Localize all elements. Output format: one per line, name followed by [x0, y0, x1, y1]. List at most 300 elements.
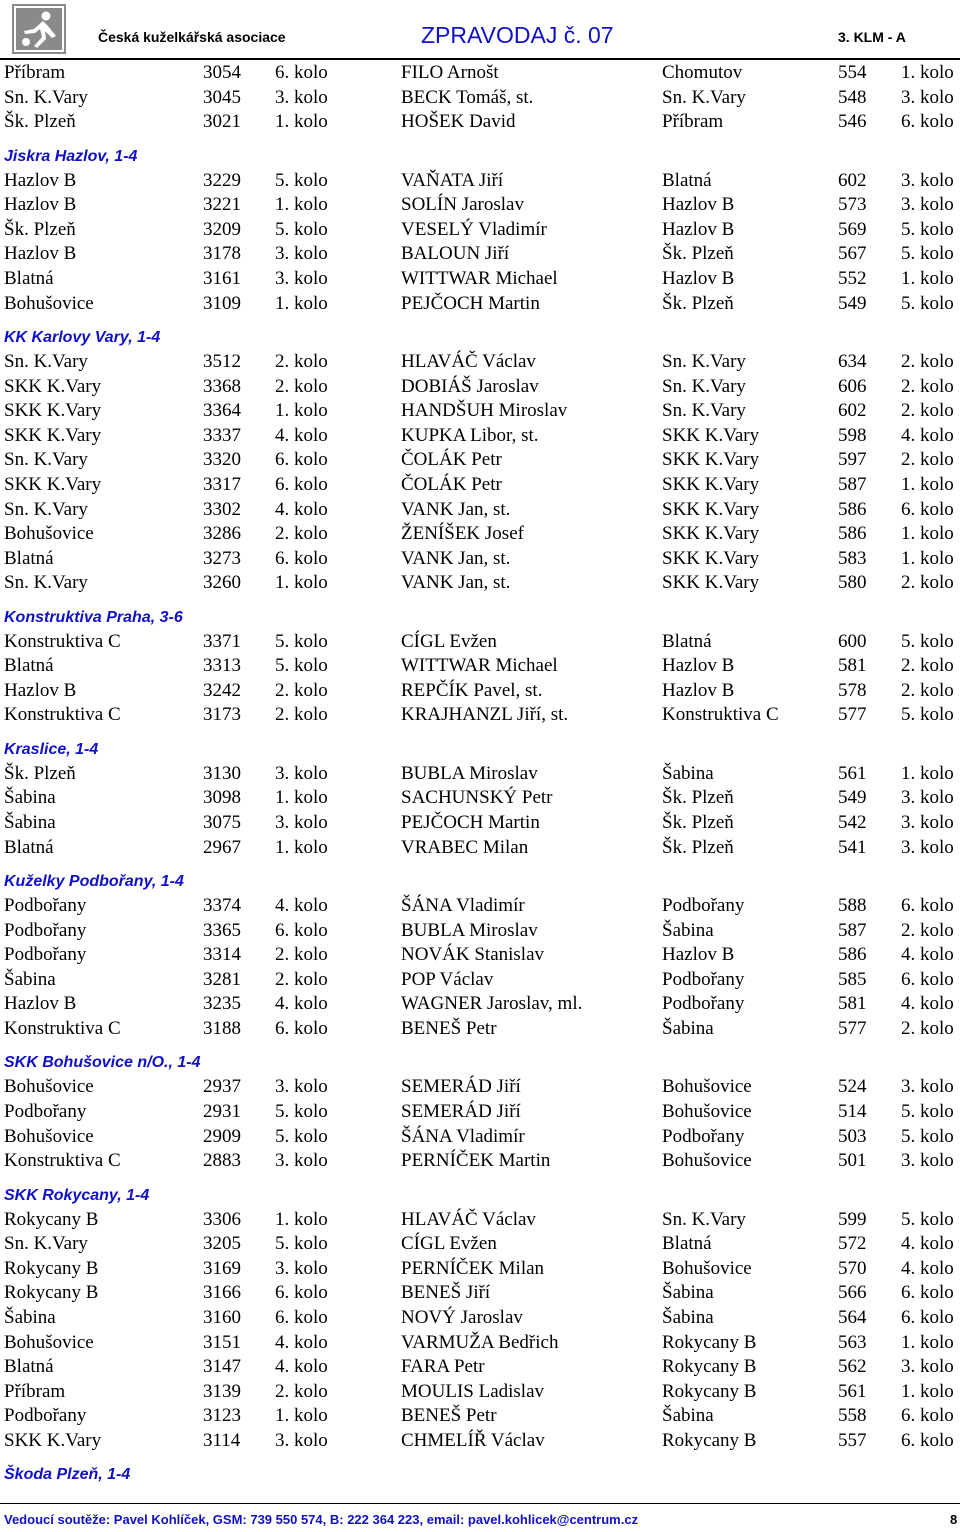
player-round: 1. kolo: [901, 1331, 954, 1353]
header-divider: [0, 58, 960, 60]
player-round: 3. kolo: [901, 1150, 954, 1172]
team-name: Blatná: [4, 1356, 54, 1378]
player-score: 563: [838, 1331, 867, 1353]
team-total: 3139: [203, 1380, 241, 1402]
player-club: Šk. Plzeň: [662, 812, 734, 834]
player-name: VRABEC Milan: [401, 836, 529, 858]
player-round: 2. kolo: [901, 679, 954, 701]
team-name: Blatná: [4, 267, 54, 289]
player-score: 501: [838, 1150, 867, 1172]
player-name: PERNÍČEK Milan: [401, 1257, 545, 1279]
player-round: 2. kolo: [901, 1017, 954, 1039]
player-name: FILO Arnošt: [401, 62, 499, 83]
player-club: Sn. K.Vary: [662, 375, 746, 397]
team-total: 3235: [203, 993, 241, 1015]
table-row: [0, 522, 960, 547]
player-round: 4. kolo: [901, 424, 954, 446]
player-club: Podbořany: [662, 968, 745, 990]
team-round: 5. kolo: [275, 218, 328, 240]
player-round: 5. kolo: [901, 1125, 954, 1147]
table-row: [0, 571, 960, 596]
player-score: 600: [838, 630, 867, 652]
team-round: 6. kolo: [275, 62, 328, 83]
player-name: VANK Jan, st.: [401, 572, 511, 594]
team-total: 3365: [203, 919, 241, 941]
team-name: Příbram: [4, 1380, 66, 1402]
table-row: [0, 473, 960, 498]
player-name: KRAJHANZL Jiří, st.: [401, 704, 569, 726]
team-round: 5. kolo: [275, 1125, 328, 1147]
table-row: [0, 1208, 960, 1233]
team-name: Konstruktiva C: [4, 630, 121, 652]
player-round: 6. kolo: [901, 1306, 954, 1328]
player-score: 599: [838, 1208, 867, 1230]
table-row: [0, 1380, 960, 1405]
player-club: Hazlov B: [662, 194, 735, 216]
team-round: 6. kolo: [275, 1282, 328, 1304]
team-name: Rokycany B: [4, 1257, 99, 1279]
player-club: Blatná: [662, 630, 712, 652]
player-score: 548: [838, 86, 867, 108]
player-name: VAŇATA Jiří: [401, 169, 504, 191]
table-row: [0, 1257, 960, 1282]
table-row: [0, 811, 960, 836]
team-name: Šabina: [4, 787, 56, 809]
team-round: 2. kolo: [275, 704, 328, 726]
player-club: Šk. Plzeň: [662, 836, 734, 858]
player-club: Rokycany B: [662, 1380, 757, 1402]
player-score: 577: [838, 1017, 867, 1039]
player-round: 3. kolo: [901, 836, 954, 858]
player-score: 602: [838, 169, 867, 191]
footer-contact: Vedoucí soutěže: Pavel Kohlíček, GSM: 739 550 574, B: 222 364 223, email: pavel.kohlicek@centrum.cz: [4, 1512, 639, 1527]
player-score: 597: [838, 449, 867, 471]
team-name: Hazlov B: [4, 194, 77, 216]
team-round: 6. kolo: [275, 547, 328, 569]
team-round: 2. kolo: [275, 968, 328, 990]
team-name: Sn. K.Vary: [4, 498, 88, 520]
player-score: 585: [838, 968, 867, 990]
table-row: [0, 110, 960, 135]
player-score: 578: [838, 679, 867, 701]
player-club: Šk. Plzeň: [662, 292, 734, 314]
team-name: Sn. K.Vary: [4, 449, 88, 471]
table-row: [0, 943, 960, 968]
team-round: 2. kolo: [275, 944, 328, 966]
table-row: [0, 894, 960, 919]
bowling-player-logo-icon: [12, 4, 66, 54]
team-name: Šabina: [4, 968, 56, 990]
team-total: 3221: [203, 194, 241, 216]
player-club: Šabina: [662, 762, 714, 784]
team-total: 3281: [203, 968, 241, 990]
player-name: REPČÍK Pavel, st.: [401, 679, 543, 701]
table-row: [0, 1149, 960, 1174]
player-score: 549: [838, 787, 867, 809]
player-club: SKK K.Vary: [662, 523, 760, 545]
team-round: 4. kolo: [275, 993, 328, 1015]
player-round: 1. kolo: [901, 267, 954, 289]
team-name: SKK K.Vary: [4, 424, 102, 446]
table-row: [0, 1404, 960, 1429]
player-round: 2. kolo: [901, 400, 954, 422]
team-name: SKK K.Vary: [4, 400, 102, 422]
team-round: 3. kolo: [275, 86, 328, 108]
player-club: SKK K.Vary: [662, 449, 760, 471]
team-name: Sn. K.Vary: [4, 572, 88, 594]
table-row: [0, 292, 960, 317]
team-name: Blatná: [4, 655, 54, 677]
section-heading: [0, 728, 960, 762]
player-score: 541: [838, 836, 867, 858]
team-name: Konstruktiva C: [4, 1150, 121, 1172]
player-round: 2. kolo: [901, 375, 954, 397]
player-score: 569: [838, 218, 867, 240]
player-score: 580: [838, 572, 867, 594]
player-score: 587: [838, 473, 867, 495]
table-row: [0, 242, 960, 267]
table-row: [0, 992, 960, 1017]
league-name: 3. KLM - A: [838, 29, 906, 45]
team-round: 6. kolo: [275, 919, 328, 941]
team-total: 3242: [203, 679, 241, 701]
team-name: Hazlov B: [4, 243, 77, 265]
team-total: 3374: [203, 895, 241, 917]
team-round: 5. kolo: [275, 630, 328, 652]
player-club: Hazlov B: [662, 679, 735, 701]
player-name: BECK Tomáš, st.: [401, 86, 534, 108]
team-total: 3178: [203, 243, 241, 265]
player-club: SKK K.Vary: [662, 572, 760, 594]
player-score: 586: [838, 523, 867, 545]
player-club: Sn. K.Vary: [662, 1208, 746, 1230]
player-name: ŠÁNA Vladimír: [401, 895, 525, 917]
table-row: [0, 61, 960, 86]
player-club: Rokycany B: [662, 1429, 757, 1451]
player-round: 2. kolo: [901, 350, 954, 372]
team-total: 3273: [203, 547, 241, 569]
table-row: [0, 1075, 960, 1100]
player-name: ČOLÁK Petr: [401, 473, 502, 495]
table-row: [0, 786, 960, 811]
table-row: [0, 1125, 960, 1150]
section-heading: [0, 1174, 960, 1208]
table-row: [0, 350, 960, 375]
team-total: 3260: [203, 572, 241, 594]
player-club: Hazlov B: [662, 267, 735, 289]
player-round: 5. kolo: [901, 1208, 954, 1230]
team-total: 3188: [203, 1017, 241, 1039]
team-round: 4. kolo: [275, 1356, 328, 1378]
team-total: 3147: [203, 1356, 241, 1378]
team-name: Podbořany: [4, 919, 87, 941]
player-name: KUPKA Libor, st.: [401, 424, 539, 446]
team-round: 1. kolo: [275, 400, 328, 422]
player-round: 6. kolo: [901, 1429, 954, 1451]
player-score: 557: [838, 1429, 867, 1451]
team-round: 3. kolo: [275, 1429, 328, 1451]
team-round: 3. kolo: [275, 1076, 328, 1098]
team-round: 3. kolo: [275, 267, 328, 289]
player-round: 4. kolo: [901, 1257, 954, 1279]
player-score: 558: [838, 1405, 867, 1427]
team-name: Blatná: [4, 836, 54, 858]
player-club: Chomutov: [662, 62, 743, 83]
player-score: 564: [838, 1306, 867, 1328]
table-row: [0, 1331, 960, 1356]
team-name: Rokycany B: [4, 1208, 99, 1230]
team-total: 3151: [203, 1331, 241, 1353]
player-club: Hazlov B: [662, 944, 735, 966]
player-score: 587: [838, 919, 867, 941]
player-name: WITTWAR Michael: [401, 655, 558, 677]
player-club: Hazlov B: [662, 655, 735, 677]
player-club: Šabina: [662, 1017, 714, 1039]
player-name: CÍGL Evžen: [401, 630, 497, 652]
table-row: [0, 679, 960, 704]
player-name: VANK Jan, st.: [401, 498, 511, 520]
team-round: 3. kolo: [275, 1257, 328, 1279]
player-round: 2. kolo: [901, 449, 954, 471]
team-total: 3045: [203, 86, 241, 108]
section-title: KK Karlovy Vary, 1-4: [4, 328, 161, 346]
player-name: ČOLÁK Petr: [401, 449, 502, 471]
team-round: 2. kolo: [275, 375, 328, 397]
team-round: 6. kolo: [275, 449, 328, 471]
team-round: 4. kolo: [275, 895, 328, 917]
team-round: 4. kolo: [275, 424, 328, 446]
team-total: 3320: [203, 449, 241, 471]
player-score: 549: [838, 292, 867, 314]
player-club: Hazlov B: [662, 218, 735, 240]
player-club: Sn. K.Vary: [662, 400, 746, 422]
player-score: 586: [838, 944, 867, 966]
player-score: 514: [838, 1100, 867, 1122]
team-total: 2931: [203, 1100, 241, 1122]
player-score: 503: [838, 1125, 867, 1147]
player-club: Šabina: [662, 1405, 714, 1427]
player-round: 2. kolo: [901, 655, 954, 677]
table-row: [0, 193, 960, 218]
team-round: 4. kolo: [275, 1331, 328, 1353]
team-total: 3123: [203, 1405, 241, 1427]
team-total: 3368: [203, 375, 241, 397]
team-round: 5. kolo: [275, 1233, 328, 1255]
team-total: 3169: [203, 1257, 241, 1279]
player-round: 3. kolo: [901, 86, 954, 108]
player-club: Šabina: [662, 1306, 714, 1328]
section-heading: [0, 135, 960, 169]
player-round: 6. kolo: [901, 895, 954, 917]
player-name: HLAVÁČ Václav: [401, 1208, 536, 1230]
table-row: [0, 1017, 960, 1042]
player-name: MOULIS Ladislav: [401, 1380, 545, 1402]
player-name: VESELÝ Vladimír: [401, 218, 547, 240]
team-name: Bohušovice: [4, 523, 94, 545]
bulletin-title: ZPRAVODAJ č. 07: [421, 22, 614, 48]
team-name: Konstruktiva C: [4, 1017, 121, 1039]
player-name: PEJČOCH Martin: [401, 812, 540, 834]
player-score: 524: [838, 1076, 867, 1098]
team-total: 3109: [203, 292, 241, 314]
team-total: 3313: [203, 655, 241, 677]
player-name: BUBLA Miroslav: [401, 762, 538, 784]
team-round: 3. kolo: [275, 762, 328, 784]
player-club: Šk. Plzeň: [662, 787, 734, 809]
team-name: Podbořany: [4, 1405, 87, 1427]
player-name: SEMERÁD Jiří: [401, 1100, 521, 1122]
team-round: 2. kolo: [275, 1380, 328, 1402]
player-round: 6. kolo: [901, 968, 954, 990]
team-total: 3209: [203, 218, 241, 240]
team-name: SKK K.Vary: [4, 375, 102, 397]
player-club: Bohušovice: [662, 1100, 752, 1122]
player-club: Bohušovice: [662, 1076, 752, 1098]
player-round: 5. kolo: [901, 218, 954, 240]
player-club: Šabina: [662, 1282, 714, 1304]
player-club: Rokycany B: [662, 1331, 757, 1353]
player-name: CÍGL Evžen: [401, 1233, 497, 1255]
page-header: [0, 0, 960, 62]
player-name: PEJČOCH Martin: [401, 292, 540, 314]
team-total: 3114: [203, 1429, 241, 1451]
player-round: 5. kolo: [901, 630, 954, 652]
player-round: 3. kolo: [901, 787, 954, 809]
player-club: Sn. K.Vary: [662, 86, 746, 108]
player-club: SKK K.Vary: [662, 473, 760, 495]
team-name: Šabina: [4, 1306, 56, 1328]
player-score: 552: [838, 267, 867, 289]
team-name: Sn. K.Vary: [4, 1233, 88, 1255]
player-name: DOBIÁŠ Jaroslav: [401, 375, 539, 397]
section-heading: [0, 1042, 960, 1076]
team-name: Rokycany B: [4, 1282, 99, 1304]
team-name: Podbořany: [4, 944, 87, 966]
player-name: HLAVÁČ Václav: [401, 350, 536, 372]
team-total: 3173: [203, 704, 241, 726]
table-row: [0, 267, 960, 292]
team-name: Šk. Plzeň: [4, 111, 76, 133]
section-title: Kuželky Podbořany, 1-4: [4, 873, 184, 891]
table-row: [0, 703, 960, 728]
table-row: [0, 1100, 960, 1125]
table-row: [0, 836, 960, 861]
team-name: Příbram: [4, 62, 66, 83]
team-name: Blatná: [4, 547, 54, 569]
player-name: ŠÁNA Vladimír: [401, 1125, 525, 1147]
results-list: [0, 61, 960, 1487]
team-total: 3075: [203, 812, 241, 834]
player-club: Sn. K.Vary: [662, 350, 746, 372]
section-title: SKK Rokycany, 1-4: [4, 1186, 150, 1204]
player-score: 542: [838, 812, 867, 834]
team-round: 2. kolo: [275, 350, 328, 372]
player-score: 570: [838, 1257, 867, 1279]
player-name: BENEŠ Petr: [401, 1017, 497, 1039]
player-round: 1. kolo: [901, 473, 954, 495]
player-round: 1. kolo: [901, 762, 954, 784]
player-score: 562: [838, 1356, 867, 1378]
team-round: 3. kolo: [275, 1150, 328, 1172]
table-row: [0, 375, 960, 400]
player-club: SKK K.Vary: [662, 498, 760, 520]
player-score: 602: [838, 400, 867, 422]
player-round: 4. kolo: [901, 993, 954, 1015]
table-row: [0, 218, 960, 243]
team-round: 6. kolo: [275, 473, 328, 495]
table-row: [0, 1306, 960, 1331]
team-name: SKK K.Vary: [4, 473, 102, 495]
player-round: 5. kolo: [901, 243, 954, 265]
team-name: Konstruktiva C: [4, 704, 121, 726]
team-round: 1. kolo: [275, 572, 328, 594]
player-club: Šabina: [662, 919, 714, 941]
player-score: 554: [838, 62, 867, 83]
team-name: Podbořany: [4, 1100, 87, 1122]
player-score: 598: [838, 424, 867, 446]
team-total: 3021: [203, 111, 241, 133]
team-total: 2883: [203, 1150, 241, 1172]
player-name: SEMERÁD Jiří: [401, 1076, 521, 1098]
team-total: 2937: [203, 1076, 241, 1098]
team-name: Bohušovice: [4, 292, 94, 314]
team-total: 3098: [203, 787, 241, 809]
table-row: [0, 547, 960, 572]
player-club: Bohušovice: [662, 1150, 752, 1172]
player-name: CHMELÍŘ Václav: [401, 1429, 545, 1451]
player-name: NOVÁK Stanislav: [401, 944, 545, 966]
team-round: 1. kolo: [275, 787, 328, 809]
player-score: 583: [838, 547, 867, 569]
team-name: Hazlov B: [4, 169, 77, 191]
player-name: FARA Petr: [401, 1356, 485, 1378]
table-row: [0, 498, 960, 523]
team-name: Bohušovice: [4, 1125, 94, 1147]
team-round: 1. kolo: [275, 111, 328, 133]
player-round: 6. kolo: [901, 1405, 954, 1427]
team-total: 3306: [203, 1208, 241, 1230]
team-name: Bohušovice: [4, 1331, 94, 1353]
team-round: 1. kolo: [275, 292, 328, 314]
team-name: Sn. K.Vary: [4, 86, 88, 108]
team-round: 1. kolo: [275, 1208, 328, 1230]
section-title: SKK Bohušovice n/O., 1-4: [4, 1054, 201, 1072]
section-title: Jiskra Hazlov, 1-4: [4, 147, 138, 165]
player-name: HANDŠUH Miroslav: [401, 400, 568, 422]
player-round: 5. kolo: [901, 704, 954, 726]
table-row: [0, 448, 960, 473]
team-total: 3337: [203, 424, 241, 446]
team-name: Hazlov B: [4, 993, 77, 1015]
player-score: 561: [838, 1380, 867, 1402]
section-heading: [0, 596, 960, 630]
team-round: 1. kolo: [275, 1405, 328, 1427]
player-club: Podbořany: [662, 895, 745, 917]
team-total: 3054: [203, 62, 241, 83]
table-row: [0, 919, 960, 944]
player-round: 6. kolo: [901, 1282, 954, 1304]
section-heading: [0, 1453, 960, 1487]
player-name: ŽENÍŠEK Josef: [401, 523, 524, 545]
player-name: WAGNER Jaroslav, ml.: [401, 993, 583, 1015]
table-row: [0, 399, 960, 424]
player-club: Bohušovice: [662, 1257, 752, 1279]
player-club: Podbořany: [662, 993, 745, 1015]
team-name: SKK K.Vary: [4, 1429, 102, 1451]
player-name: SOLÍN Jaroslav: [401, 194, 524, 216]
team-round: 5. kolo: [275, 1100, 328, 1122]
player-club: Příbram: [662, 111, 724, 133]
